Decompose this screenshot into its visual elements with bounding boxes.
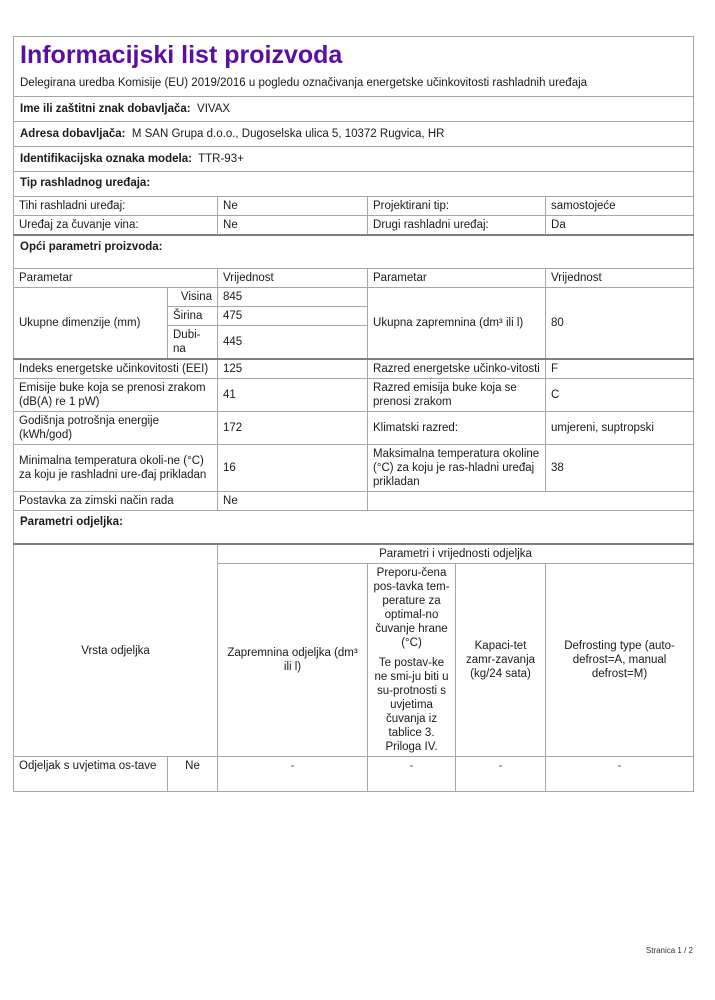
recommended-temp-text: Preporu-čena pos-tavka tem-perature za optimal-no čuvanje hrane (°C) — [373, 567, 450, 649]
compartment-volume: - — [218, 757, 368, 792]
supplier-name-label: Ime ili zaštitni znak dobavljača: — [20, 103, 191, 115]
product-information-sheet — [13, 36, 693, 792]
supplier-address-row — [14, 122, 694, 147]
supplier-address-value: M SAN Grupa d.o.o., Dugoselska ulica 5, 10372 Rugvica, HR — [131, 128, 445, 140]
compartment-group-header: Parametri i vrijednosti odjeljka — [218, 544, 694, 564]
general-params-section: Opći parametri proizvoda: — [14, 235, 694, 269]
compartment-params-section: Parametri odjeljka: — [14, 511, 694, 544]
quiet-appliance-value: Ne — [218, 197, 368, 216]
energy-class-value: F — [546, 359, 694, 379]
column-header-value: Vrijednost — [546, 269, 694, 288]
width-label: Širina — [168, 307, 218, 326]
supplier-name-value: VIVAX — [197, 103, 231, 115]
general-param-row — [14, 412, 694, 445]
compartment-temp: - — [368, 757, 456, 792]
dimensions-label: Ukupne dimenzije (mm) — [14, 288, 168, 360]
depth-value: 445 — [218, 326, 368, 360]
noise-class-value: C — [546, 379, 694, 412]
winter-mode-value: Ne — [218, 492, 368, 511]
compartment-type: Odjeljak s uvjetima os-tave — [14, 757, 168, 792]
compartment-type-header: Vrsta odjeljka — [14, 544, 218, 757]
supplier-address-label: Adresa dobavljača: — [20, 128, 126, 140]
parameters-table — [13, 196, 694, 544]
appliance-type-row — [14, 216, 694, 236]
compartment-freezing: - — [456, 757, 546, 792]
compartments-table — [13, 543, 694, 792]
freezing-capacity-header: Kapaci-tet zamr-zavanja (kg/24 sata) — [456, 564, 546, 757]
climate-class-value: umjereni, suptropski — [546, 412, 694, 445]
empty-cell — [368, 492, 694, 511]
eei-label: Indeks energetske učinkovitosti (EEI) — [14, 359, 218, 379]
winter-mode-row — [14, 492, 694, 511]
dimensions-row — [14, 288, 694, 307]
supplier-name-row — [14, 97, 694, 122]
noise-emission-value: 41 — [218, 379, 368, 412]
column-header-value: Vrijednost — [218, 269, 368, 288]
winter-mode-label: Postavka za zimski način rada — [14, 492, 218, 511]
appliance-type-section: Tip rashladnog uređaja: — [14, 172, 694, 197]
column-header-parameter: Parametar — [368, 269, 546, 288]
eei-value: 125 — [218, 359, 368, 379]
header-table — [13, 36, 694, 197]
height-label: Visina — [168, 288, 218, 307]
width-value: 475 — [218, 307, 368, 326]
max-temp-value: 38 — [546, 445, 694, 492]
climate-class-label: Klimatski razred: — [368, 412, 546, 445]
height-value: 845 — [218, 288, 368, 307]
quiet-appliance-label: Tihi rashladni uređaj: — [14, 197, 218, 216]
general-param-row — [14, 445, 694, 492]
general-header-row — [14, 269, 694, 288]
wine-storage-label: Uređaj za čuvanje vina: — [14, 216, 218, 236]
page-number: Stranica 1 / 2 — [645, 946, 693, 955]
defrosting-type-header: Defrosting type (auto-defrost=A, manual defrost=M) — [546, 564, 694, 757]
compartment-volume-header: Zapremnina odjeljka (dm³ ili l) — [218, 564, 368, 757]
annual-energy-label: Godišnja potrošnja energije (kWh/god) — [14, 412, 218, 445]
noise-emission-label: Emisije buke koja se prenosi zrakom (dB(A) re 1 pW) — [14, 379, 218, 412]
total-volume-label: Ukupna zapremnina (dm³ ili l) — [368, 288, 546, 360]
recommended-temp-header — [368, 564, 456, 757]
regulation-subtitle: Delegirana uredba Komisije (EU) 2019/2016 u pogledu označivanja energetske učinkovitosti rashladnih uređaja — [14, 72, 694, 97]
general-param-row — [14, 379, 694, 412]
design-type-value: samostojeće — [546, 197, 694, 216]
compartment-present: Ne — [168, 757, 218, 792]
appliance-type-row — [14, 197, 694, 216]
other-appliance-value: Da — [546, 216, 694, 236]
compartment-defrost: - — [546, 757, 694, 792]
compartment-row — [14, 757, 694, 792]
design-type-label: Projektirani tip: — [368, 197, 546, 216]
min-temp-label: Minimalna temperatura okoli-ne (°C) za koju je rashladni ure-đaj prikladan — [14, 445, 218, 492]
wine-storage-value: Ne — [218, 216, 368, 236]
model-id-value: TTR-93+ — [198, 153, 244, 165]
total-volume-value: 80 — [546, 288, 694, 360]
energy-class-label: Razred energetske učinko-vitosti — [368, 359, 546, 379]
general-param-row — [14, 359, 694, 379]
min-temp-value: 16 — [218, 445, 368, 492]
other-appliance-label: Drugi rashladni uređaj: — [368, 216, 546, 236]
depth-label: Dubi-na — [168, 326, 218, 360]
page-title: Informacijski list proizvoda — [14, 37, 694, 73]
recommended-temp-note: Te postav-ke ne smi-ju biti u su-protnosti s uvjetima čuvanja iz tablice 3. Priloga IV. — [374, 657, 449, 753]
annual-energy-value: 172 — [218, 412, 368, 445]
column-header-parameter: Parametar — [14, 269, 218, 288]
noise-class-label: Razred emisija buke koja se prenosi zrakom — [368, 379, 546, 412]
model-id-label: Identifikacijska oznaka modela: — [20, 153, 192, 165]
max-temp-label: Maksimalna temperatura okoline (°C) za koju je ras-hladni uređaj prikladan — [368, 445, 546, 492]
model-id-row — [14, 147, 694, 172]
